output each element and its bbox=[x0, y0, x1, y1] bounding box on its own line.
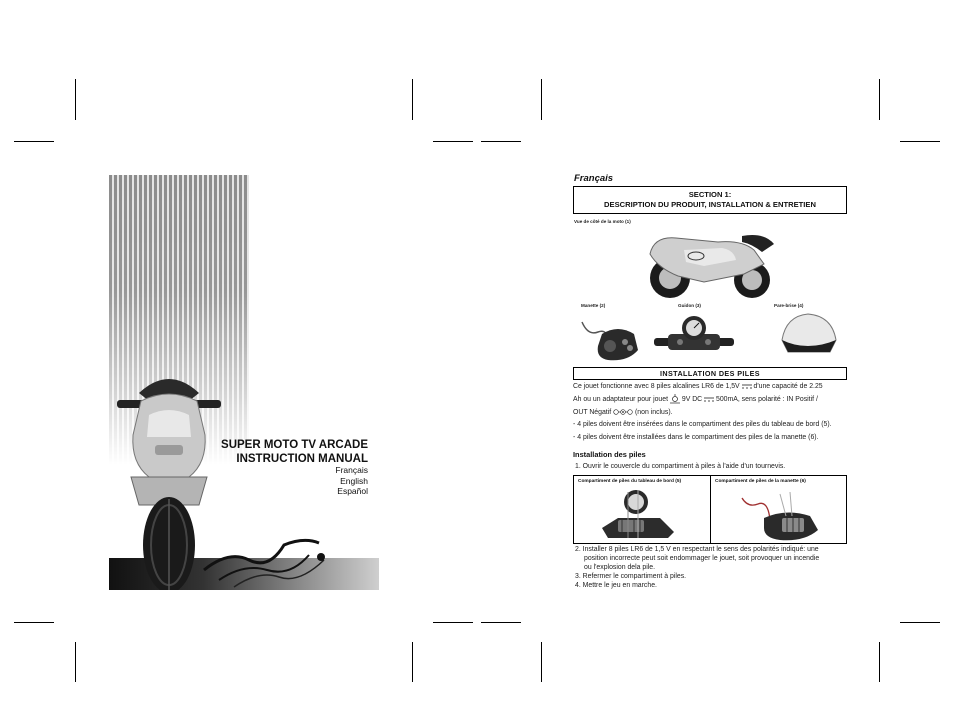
battery-text-line-1 bbox=[573, 381, 849, 394]
table-header-controller: Compartiment de piles de la manette (6) bbox=[715, 479, 806, 484]
section-title-line-2: DESCRIPTION DU PRODUIT, INSTALLATION & ENTRETIEN bbox=[604, 200, 816, 209]
cover-title-line-1: SUPER MOTO TV ARCADE bbox=[221, 439, 368, 451]
battery-note-2: - 4 piles doivent être installées dans le compartiment des piles de la manette (6). bbox=[573, 434, 819, 441]
install-step-2-line-2: position incorrecte peut soit endommager le jouet, soit provoquer un incendie bbox=[584, 555, 820, 562]
table-header-dashboard: Compartiment de piles du tableau de bord (5) bbox=[578, 479, 682, 484]
crop-mark bbox=[75, 642, 76, 682]
crop-mark bbox=[14, 141, 54, 142]
install-step-2 bbox=[575, 545, 849, 572]
install-step-2-line-3: ou l'explosion dela pile. bbox=[584, 564, 656, 571]
battery-text-line-1-start: Ce jouet fonctionne avec 8 piles alcalines LR6 de 1,5V bbox=[573, 383, 740, 390]
dc-symbol-icon bbox=[742, 384, 752, 389]
install-step-3: 3. Refermer le compartiment à piles. bbox=[575, 573, 687, 580]
crop-mark bbox=[433, 141, 473, 142]
polarity-symbol-icon bbox=[613, 409, 633, 415]
controller-photo bbox=[578, 314, 640, 364]
section-title-box bbox=[573, 186, 847, 214]
battery-text-line-2-mid: 9V DC bbox=[681, 396, 703, 403]
controller-battery-compartment-photo bbox=[734, 490, 834, 542]
crop-mark bbox=[900, 141, 940, 142]
cover-language-en: English bbox=[340, 475, 368, 486]
cover-title-line-2: INSTRUCTION MANUAL bbox=[236, 453, 368, 465]
battery-text-line-2-end: 500mA, sens polarité : IN Positif / bbox=[716, 396, 818, 403]
crop-mark bbox=[879, 79, 880, 120]
language-heading: Français bbox=[574, 173, 614, 184]
battery-text-line-3-end: (non inclus). bbox=[635, 409, 673, 416]
caption-side-view: Vue de côté de la moto (1) bbox=[574, 219, 631, 224]
crop-mark bbox=[541, 79, 542, 120]
table-divider bbox=[710, 476, 711, 543]
motorbike-side-view-photo bbox=[644, 230, 776, 300]
caption-controller: Manette (2) bbox=[581, 303, 606, 308]
handlebar-photo bbox=[654, 314, 734, 356]
crop-mark bbox=[412, 642, 413, 682]
battery-installation-title: INSTALLATION DES PILES bbox=[573, 367, 847, 380]
battery-note-1: - 4 piles doivent être insérées dans le compartiment des piles du tableau de bord (5). bbox=[573, 421, 832, 428]
battery-text-line-2 bbox=[573, 394, 849, 407]
cover-language-list bbox=[109, 465, 368, 497]
adapter-plug-icon bbox=[670, 394, 680, 404]
battery-text-line-1-end: d'une capacité de 2.25 bbox=[753, 383, 823, 390]
install-step-2-line-1: 2. Installer 8 piles LR6 de 1,5 V en respectant le sens des polarités indiqué: une bbox=[575, 546, 819, 553]
install-step-1: 1. Ouvrir le couvercle du compartiment à piles à l'aide d'un tournevis. bbox=[575, 463, 786, 470]
crop-mark bbox=[879, 642, 880, 682]
crop-mark bbox=[541, 642, 542, 682]
dashboard-battery-compartment-photo bbox=[598, 488, 678, 542]
crop-mark bbox=[75, 79, 76, 120]
windshield-photo bbox=[778, 310, 838, 356]
install-step-4: 4. Mettre le jeu en marche. bbox=[575, 582, 657, 589]
battery-text-line-3-start: OUT Négatif bbox=[573, 409, 612, 416]
install-subtitle: Installation des piles bbox=[573, 450, 646, 459]
battery-text-line-3 bbox=[573, 407, 849, 420]
battery-compartment-table bbox=[573, 475, 847, 544]
caption-handlebar: Guidon (3) bbox=[678, 303, 701, 308]
cover-image bbox=[109, 175, 379, 590]
section-title-line-1: SECTION 1: bbox=[688, 190, 732, 199]
battery-text-line-2-start: Ah ou un adaptateur pour jouet bbox=[573, 396, 669, 403]
cover-language-fr: Français bbox=[335, 465, 368, 475]
cover-language-es: Español bbox=[337, 486, 368, 496]
cover-title bbox=[109, 438, 368, 466]
crop-mark bbox=[412, 79, 413, 120]
crop-mark bbox=[14, 622, 54, 623]
crop-mark bbox=[481, 622, 521, 623]
crop-mark bbox=[900, 622, 940, 623]
caption-windshield: Pare-brise (4) bbox=[774, 303, 804, 308]
crop-mark bbox=[433, 622, 473, 623]
crop-mark bbox=[481, 141, 521, 142]
dc-symbol-icon bbox=[704, 397, 714, 402]
